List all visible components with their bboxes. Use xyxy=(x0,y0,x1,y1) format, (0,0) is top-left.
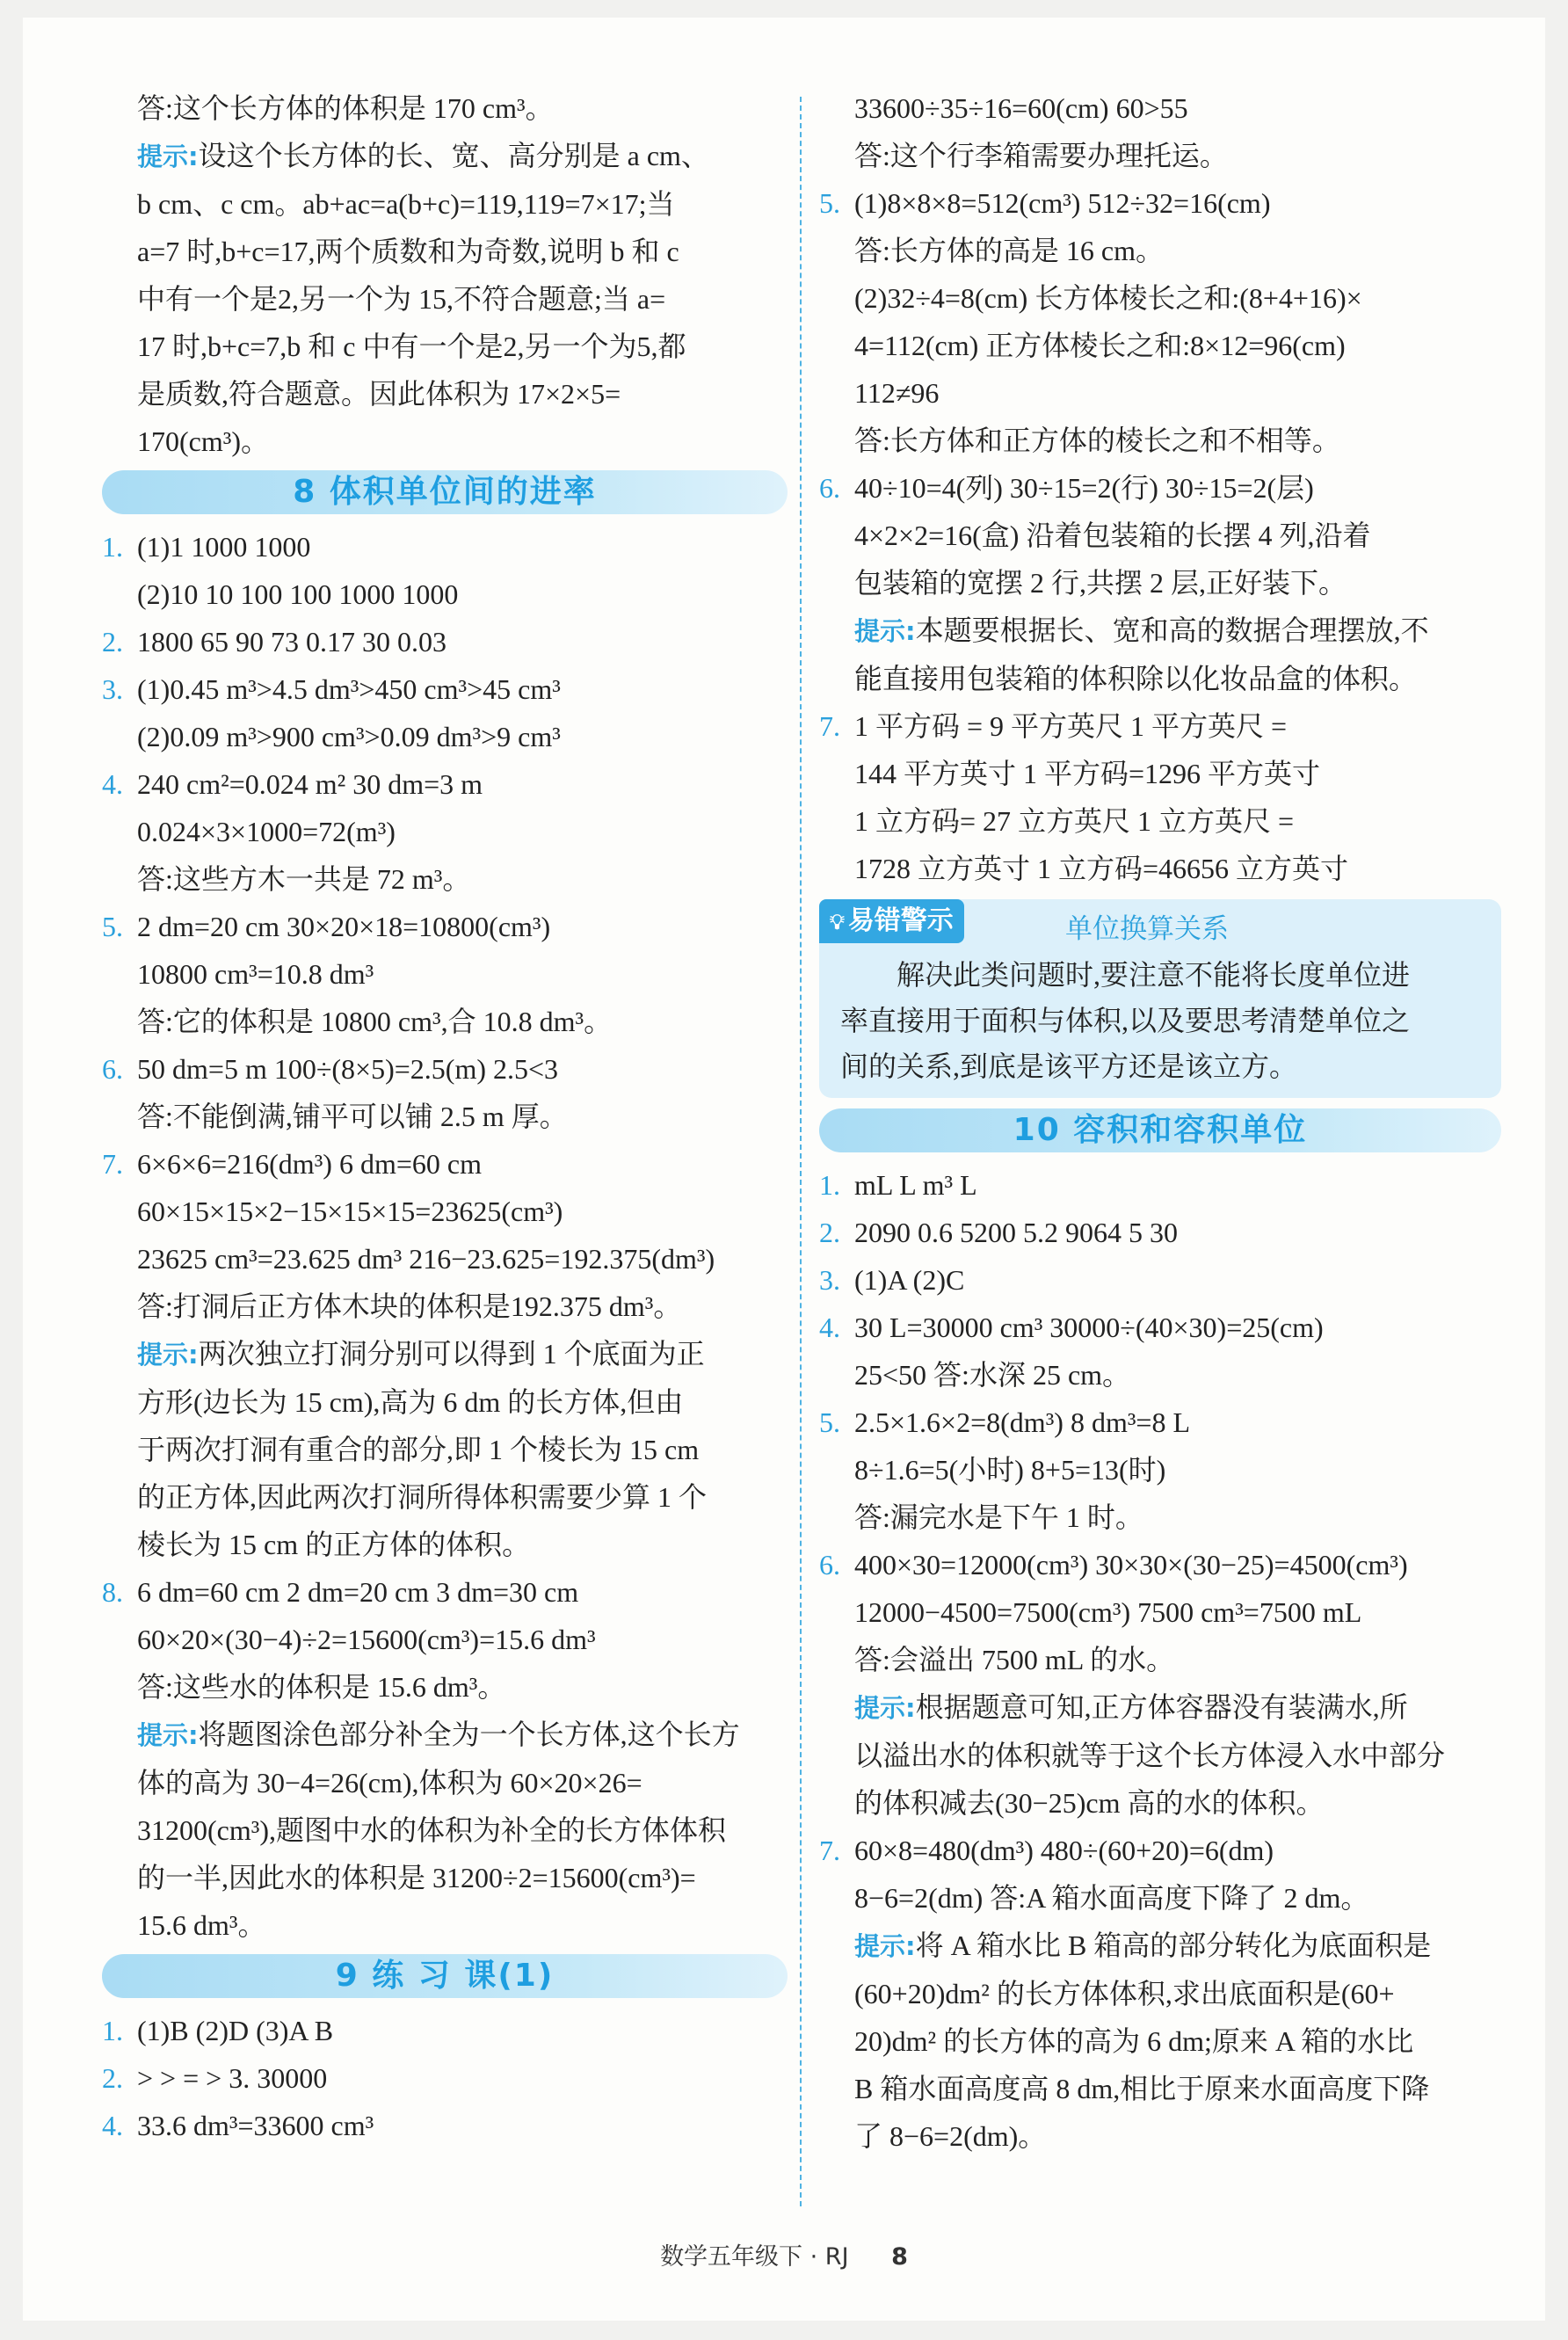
answer-line xyxy=(819,2112,1501,2160)
answer-line xyxy=(819,1399,1501,1446)
answer-line xyxy=(819,1636,1501,1683)
line-text: (1)8×8×8=512(cm³) 512÷32=16(cm) xyxy=(854,187,1271,219)
answer-line xyxy=(102,760,788,808)
left-column xyxy=(102,84,788,2149)
line-text: 23625 cm³=23.625 dm³ 216−23.625=192.375(dm³) xyxy=(137,1243,715,1275)
answer-line xyxy=(819,1351,1501,1399)
question-number: 3. xyxy=(819,1264,840,1296)
answer-line xyxy=(102,2054,788,2102)
line-text: 了 8−6=2(dm)。 xyxy=(854,2120,1047,2152)
line-text: 答:它的体积是 10800 cm³,合 10.8 dm³。 xyxy=(137,1006,613,1037)
answer-line xyxy=(819,227,1501,274)
line-text: 的一半,因此水的体积是 31200÷2=15600(cm³)= xyxy=(137,1862,696,1893)
hint-label: 提示: xyxy=(137,1340,199,1370)
line-text: 170(cm³)。 xyxy=(137,425,270,457)
question-number: 6. xyxy=(819,472,840,504)
line-text: 2.5×1.6×2=8(dm³) 8 dm³=8 L xyxy=(854,1406,1191,1438)
line-text: 112≠96 xyxy=(854,377,940,409)
answer-line xyxy=(102,1426,788,1473)
line-text: 33600÷35÷16=60(cm) 60>55 xyxy=(854,92,1188,124)
line-text: 将题图涂色部分补全为一个长方体,这个长方 xyxy=(198,1719,740,1750)
line-text: 1800 65 90 73 0.17 30 0.03 xyxy=(137,626,446,658)
line-text: B 箱水面高度高 8 dm,相比于原来水面高度下降 xyxy=(854,2073,1430,2104)
page-number: 8 xyxy=(891,2243,908,2271)
line-text: 答:这些方木一共是 72 m³。 xyxy=(137,863,471,895)
answer-line xyxy=(819,1588,1501,1636)
question-number: 7. xyxy=(819,1835,840,1866)
answer-line xyxy=(102,1473,788,1521)
answer-line xyxy=(102,275,788,323)
line-text: 答:这个行李箱需要办理托运。 xyxy=(854,140,1228,171)
answer-line xyxy=(819,559,1501,607)
question-number: 5. xyxy=(819,1406,840,1438)
line-text: 60×20×(30−4)÷2=15600(cm³)=15.6 dm³ xyxy=(137,1624,596,1655)
answer-line xyxy=(102,1188,788,1235)
answer-line xyxy=(102,1663,788,1711)
answer-line xyxy=(102,998,788,1045)
answer-line xyxy=(819,1827,1501,1874)
answer-line xyxy=(102,180,788,228)
line-text: 25<50 答:水深 25 cm。 xyxy=(854,1359,1131,1391)
question-number: 5. xyxy=(102,911,123,942)
hint-label: 提示: xyxy=(854,1931,916,1961)
line-text: 设这个长方体的长、宽、高分别是 a cm、 xyxy=(198,140,709,171)
answer-line xyxy=(819,1161,1501,1209)
line-text: 于两次打洞有重合的部分,即 1 个棱长为 15 cm xyxy=(137,1434,700,1465)
line-text: (1)B (2)D (3)A B xyxy=(137,2015,334,2046)
hint-line xyxy=(102,1330,788,1378)
hint-label: 提示: xyxy=(137,1720,199,1750)
question-number: 5. xyxy=(819,187,840,219)
question-number: 1. xyxy=(102,531,123,563)
line-text: 答:这个长方体的体积是 170 cm³。 xyxy=(137,92,554,124)
answer-line xyxy=(102,1901,788,1949)
line-text: 棱长为 15 cm 的正方体的体积。 xyxy=(137,1529,531,1560)
question-number: 6. xyxy=(819,1549,840,1581)
answer-line xyxy=(102,1759,788,1806)
question-number: 3. xyxy=(102,673,123,705)
line-text: 根据题意可知,正方体容器没有装满水,所 xyxy=(915,1691,1408,1723)
line-text: 400×30=12000(cm³) 30×30×(30−25)=4500(cm³) xyxy=(854,1549,1408,1581)
answer-line xyxy=(819,750,1501,797)
line-text: 能直接用包装箱的体积除以化妆品盒的体积。 xyxy=(854,663,1418,694)
line-text: 144 平方英寸 1 平方码=1296 平方英寸 xyxy=(854,758,1321,789)
answer-line xyxy=(819,1779,1501,1827)
answer-line xyxy=(102,370,788,418)
callout-tag xyxy=(819,899,964,943)
section-header: 9 练 习 课(1) xyxy=(102,1954,788,1998)
question-number: 7. xyxy=(819,710,840,742)
footer-subject: 数学五年级下 · RJ xyxy=(660,2243,849,2271)
answer-line xyxy=(819,1874,1501,1922)
answer-line xyxy=(102,523,788,570)
answer-line xyxy=(102,418,788,465)
line-text: 包装箱的宽摆 2 行,共摆 2 层,正好装下。 xyxy=(854,567,1347,599)
answer-line xyxy=(819,2017,1501,2065)
hint-label: 提示: xyxy=(137,142,199,171)
line-text: 31200(cm³),题图中水的体积为补全的长方体体积 xyxy=(137,1814,727,1846)
line-text: 60×8=480(dm³) 480÷(60+20)=6(dm) xyxy=(854,1835,1274,1866)
answer-line xyxy=(102,950,788,998)
answer-line xyxy=(102,1521,788,1568)
line-text: 20)dm² 的长方体的高为 6 dm;原来 A 箱的水比 xyxy=(854,2025,1414,2057)
column-divider xyxy=(800,97,802,2206)
answer-line xyxy=(819,702,1501,750)
line-text: 两次独立打洞分别可以得到 1 个底面为正 xyxy=(198,1338,705,1370)
line-text: 1 平方码 = 9 平方英尺 1 平方英尺 = xyxy=(854,710,1288,742)
section-header: 10 容积和容积单位 xyxy=(819,1108,1501,1152)
answer-line xyxy=(102,84,788,132)
line-text: 方形(边长为 15 cm),高为 6 dm 的长方体,但由 xyxy=(137,1386,684,1418)
hint-label: 提示: xyxy=(854,616,916,646)
right-column xyxy=(819,84,1501,2160)
hint-line xyxy=(819,1683,1501,1732)
question-number: 2. xyxy=(819,1217,840,1248)
answer-line xyxy=(102,1140,788,1188)
callout-body xyxy=(840,952,1491,1089)
line-text: 30 L=30000 cm³ 30000÷(40×30)=25(cm) xyxy=(854,1312,1324,1343)
line-text: 6 dm=60 cm 2 dm=20 cm 3 dm=30 cm xyxy=(137,1576,579,1608)
answer-line xyxy=(102,665,788,713)
question-number: 6. xyxy=(102,1053,123,1085)
line-text: 60×15×15×2−15×15×15=23625(cm³) xyxy=(137,1195,563,1227)
line-text: (2)32÷4=8(cm) 长方体棱长之和:(8+4+16)× xyxy=(854,282,1362,314)
line-text: 答:这些水的体积是 15.6 dm³。 xyxy=(137,1671,506,1703)
line-text: 50 dm=5 m 100÷(8×5)=2.5(m) 2.5<3 xyxy=(137,1053,559,1085)
line-text: 本题要根据长、宽和高的数据合理摆放,不 xyxy=(915,614,1429,646)
line-text: 的体积减去(30−25)cm 高的水的体积。 xyxy=(854,1787,1325,1819)
line-text: 答:长方体和正方体的棱长之和不相等。 xyxy=(854,425,1340,456)
answer-line xyxy=(102,713,788,760)
answer-line xyxy=(102,228,788,275)
callout-tag-label: 易错警示 xyxy=(847,905,954,936)
line-text: 1728 立方英寸 1 立方码=46656 立方英寸 xyxy=(854,853,1349,884)
answer-line xyxy=(102,1045,788,1093)
line-text: 体的高为 30−4=26(cm),体积为 60×20×26= xyxy=(137,1767,642,1799)
question-number: 1. xyxy=(102,2015,123,2046)
line-text: 6×6×6=216(dm³) 6 dm=60 cm xyxy=(137,1148,482,1180)
line-text: 答:漏完水是下午 1 时。 xyxy=(854,1501,1143,1533)
line-text: b cm、c cm。ab+ac=a(b+c)=119,119=7×17;当 xyxy=(137,188,675,220)
callout-line: 解决此类问题时,要注意不能将长度单位进 xyxy=(840,959,1411,991)
question-number: 8. xyxy=(102,1576,123,1608)
page-footer xyxy=(0,2237,1568,2271)
line-text: 答:打洞后正方体木块的体积是192.375 dm³。 xyxy=(137,1290,682,1322)
line-text: 2090 0.6 5200 5.2 9064 5 30 xyxy=(854,1217,1178,1248)
line-text: 中有一个是2,另一个为 15,不符合题意;当 a= xyxy=(137,283,666,315)
answer-line xyxy=(102,618,788,665)
answer-line xyxy=(819,1970,1501,2017)
answer-line xyxy=(102,855,788,903)
line-text: (2)0.09 m³>900 cm³>0.09 dm³>9 cm³ xyxy=(137,721,561,752)
line-text: mL L m³ L xyxy=(854,1169,977,1201)
answer-line xyxy=(819,512,1501,559)
answer-line xyxy=(819,1446,1501,1493)
answer-line xyxy=(819,655,1501,702)
line-text: 2 dm=20 cm 30×20×18=10800(cm³) xyxy=(137,911,551,942)
line-text: 4×2×2=16(盒) 沿着包装箱的长摆 4 列,沿着 xyxy=(854,520,1371,551)
hint-line xyxy=(819,1922,1501,1970)
answer-line xyxy=(819,2065,1501,2112)
answer-line xyxy=(102,2007,788,2054)
answer-line xyxy=(819,1304,1501,1351)
callout-title: 单位换算关系 xyxy=(1065,913,1229,945)
answer-line xyxy=(102,903,788,950)
hint-line xyxy=(819,607,1501,655)
answer-line xyxy=(819,132,1501,179)
line-text: a=7 时,b+c=17,两个质数和为奇数,说明 b 和 c xyxy=(137,236,679,267)
answer-line xyxy=(819,417,1501,464)
answer-line xyxy=(819,322,1501,369)
answer-line xyxy=(102,1093,788,1140)
answer-line xyxy=(819,84,1501,132)
answer-line xyxy=(819,1541,1501,1588)
answer-line xyxy=(102,1568,788,1616)
callout-line: 间的关系,到底是该平方还是该立方。 xyxy=(840,1050,1298,1082)
line-text: 1 立方码= 27 立方英尺 1 立方英尺 = xyxy=(854,805,1295,837)
answer-line xyxy=(102,570,788,618)
question-number: 1. xyxy=(819,1169,840,1201)
answer-line xyxy=(819,797,1501,845)
line-text: 240 cm²=0.024 m² 30 dm=3 m xyxy=(137,768,483,800)
answer-line xyxy=(819,274,1501,322)
answer-line xyxy=(102,323,788,370)
callout-line: 率直接用于面积与体积,以及要思考清楚单位之 xyxy=(840,1005,1411,1036)
line-text: (1)0.45 m³>4.5 dm³>450 cm³>45 cm³ xyxy=(137,673,561,705)
answer-line xyxy=(819,464,1501,512)
line-text: 15.6 dm³。 xyxy=(137,1909,266,1941)
line-text: 17 时,b+c=7,b 和 c 中有一个是2,另一个为5,都 xyxy=(137,331,686,362)
line-text: 0.024×3×1000=72(m³) xyxy=(137,816,396,847)
hint-line xyxy=(102,1711,788,1759)
line-text: 8−6=2(dm) 答:A 箱水面高度下降了 2 dm。 xyxy=(854,1882,1369,1914)
hint-label: 提示: xyxy=(854,1693,916,1723)
question-number: 2. xyxy=(102,2062,123,2094)
error-warning-callout xyxy=(819,899,1501,1098)
answer-line xyxy=(819,1209,1501,1256)
answer-line xyxy=(819,369,1501,417)
answer-line xyxy=(819,1493,1501,1541)
answer-line xyxy=(102,808,788,855)
question-number: 4. xyxy=(102,768,123,800)
line-text: 12000−4500=7500(cm³) 7500 cm³=7500 mL xyxy=(854,1596,1362,1628)
answer-line xyxy=(102,1378,788,1426)
line-text: (60+20)dm² 的长方体体积,求出底面积是(60+ xyxy=(854,1978,1395,2009)
question-number: 4. xyxy=(819,1312,840,1343)
line-text: 是质数,符合题意。因此体积为 17×2×5= xyxy=(137,378,621,410)
line-text: 10800 cm³=10.8 dm³ xyxy=(137,958,374,990)
answer-line xyxy=(102,1283,788,1330)
line-text: (1)1 1000 1000 xyxy=(137,531,311,563)
line-text: 40÷10=4(列) 30÷15=2(行) 30÷15=2(层) xyxy=(854,472,1314,504)
line-text: 答:会溢出 7500 mL 的水。 xyxy=(854,1644,1175,1675)
answer-line xyxy=(819,1256,1501,1304)
line-text: (2)10 10 100 100 1000 1000 xyxy=(137,578,459,610)
question-number: 4. xyxy=(102,2110,123,2141)
line-text: 4=112(cm) 正方体棱长之和:8×12=96(cm) xyxy=(854,330,1346,361)
line-text: (1)A (2)C xyxy=(854,1264,965,1296)
answer-line xyxy=(819,179,1501,227)
line-text: > > = > 3. 30000 xyxy=(137,2062,328,2094)
answer-line xyxy=(102,1616,788,1663)
line-text: 答:不能倒满,铺平可以铺 2.5 m 厚。 xyxy=(137,1101,568,1132)
hint-line xyxy=(102,132,788,180)
answer-line xyxy=(102,2102,788,2149)
answer-line xyxy=(102,1806,788,1854)
line-text: 的正方体,因此两次打洞所得体积需要少算 1 个 xyxy=(137,1481,708,1513)
answer-line xyxy=(819,1732,1501,1779)
line-text: 将 A 箱水比 B 箱高的部分转化为底面积是 xyxy=(915,1929,1432,1961)
section-header: 8 体积单位间的进率 xyxy=(102,470,788,514)
line-text: 8÷1.6=5(小时) 8+5=13(时) xyxy=(854,1454,1166,1486)
answer-line xyxy=(102,1235,788,1283)
answer-line xyxy=(102,1854,788,1901)
line-text: 答:长方体的高是 16 cm。 xyxy=(854,235,1164,266)
answer-line xyxy=(819,845,1501,892)
lightbulb-icon: 💡︎ xyxy=(830,910,845,934)
line-text: 33.6 dm³=33600 cm³ xyxy=(137,2110,374,2141)
line-text: 以溢出水的体积就等于这个长方体浸入水中部分 xyxy=(854,1740,1446,1771)
question-number: 7. xyxy=(102,1148,123,1180)
question-number: 2. xyxy=(102,626,123,658)
